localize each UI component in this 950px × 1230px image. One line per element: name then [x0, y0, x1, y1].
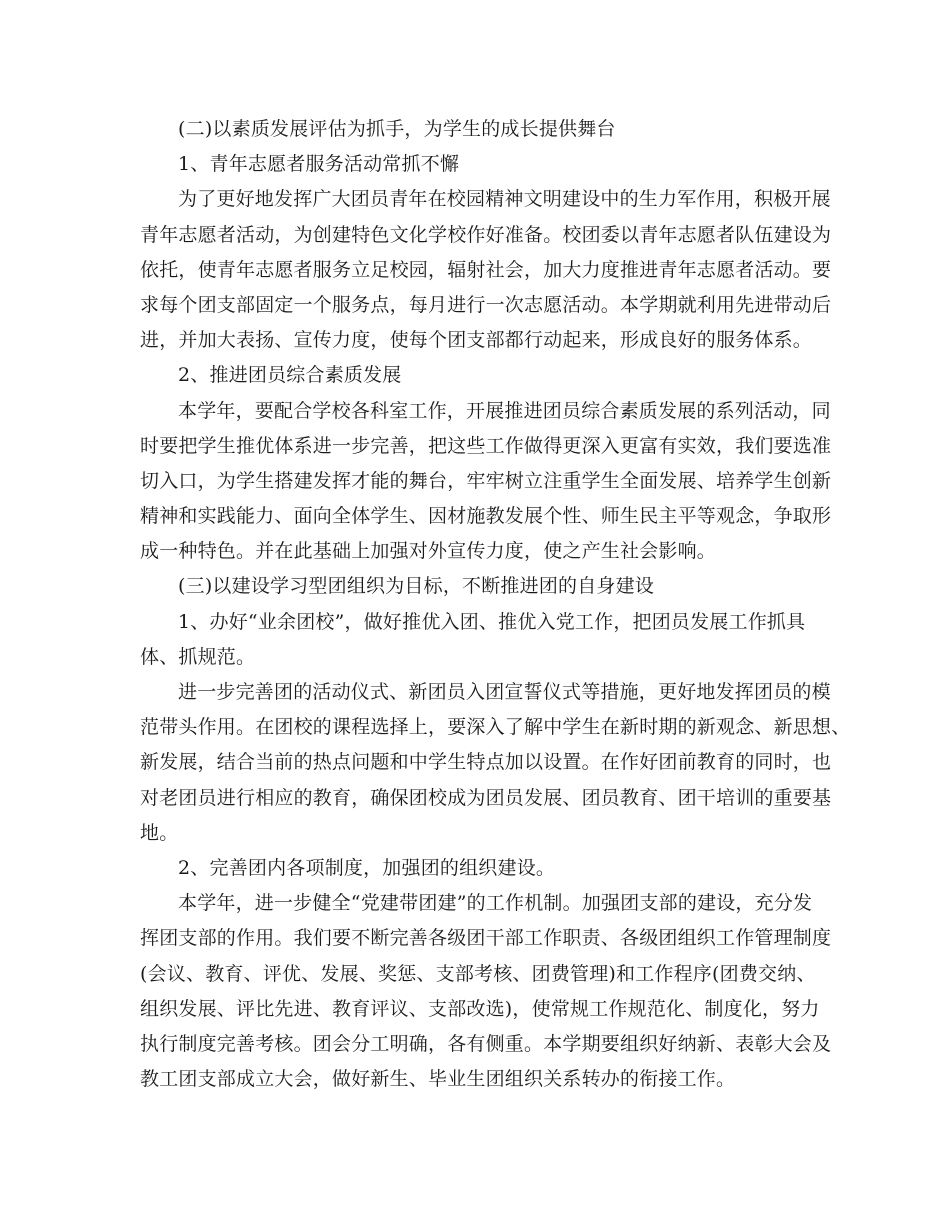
- text-line: 范带头作用。在团校的课程选择上，要深入了解中学生在新时期的新观念、新思想、: [140, 716, 851, 739]
- text-line: 地。: [140, 821, 179, 844]
- text-line: 挥团支部的作用。我们要不断完善各级团干部工作职责、各级团组织工作管理制度: [140, 927, 832, 950]
- text-line: 青年志愿者活动，为创建特色文化学校作好准备。校团委以青年志愿者队伍建设为: [140, 223, 832, 246]
- text-line: 2、推进团员综合素质发展: [178, 364, 402, 387]
- text-line: (二)以素质发展评估为抓手，为学生的成长提供舞台: [178, 118, 616, 140]
- text-line: 执行制度完善考核。团会分工明确，各有侧重。本学期要组织好纳新、表彰大会及: [140, 1032, 832, 1055]
- text-line: 为了更好地发挥广大团员青年在校园精神文明建设中的生力军作用，积极开展: [178, 188, 831, 211]
- text-line: 体、抓规范。: [140, 645, 256, 668]
- text-line: 2、完善团内各项制度，加强团的组织建设。: [178, 856, 556, 879]
- text-line: 本学年，要配合学校各科室工作，开展推进团员综合素质发展的系列活动，同: [178, 399, 831, 422]
- text-line: 成一种特色。并在此基础上加强对外宣传力度，使之产生社会影响。: [140, 540, 717, 563]
- text-line: 本学年，进一步健全“党建带团建”的工作机制。加强团支部的建设，充分发: [178, 892, 813, 915]
- text-line: 精神和实践能力、面向全体学生、因材施教发展个性、师生民主平等观念，争取形: [140, 505, 832, 528]
- text-line: 切入口，为学生搭建发挥才能的舞台，牢牢树立注重学生全面发展、培养学生创新: [140, 469, 832, 492]
- text-line: 教工团支部成立大会，做好新生、毕业生团组织关系转办的衔接工作。: [140, 1068, 736, 1091]
- document-page: [140, 112, 851, 1097]
- text-line: 依托，使青年志愿者服务立足校园，辐射社会，加大力度推进青年志愿者活动。要: [140, 258, 832, 281]
- text-line: 对老团员进行相应的教育，确保团校成为团员发展、团员教育、团干培训的重要基: [140, 786, 832, 809]
- text-line: 求每个团支部固定一个服务点，每月进行一次志愿活动。本学期就利用先进带动后: [140, 293, 832, 316]
- text-line: 1、青年志愿者服务活动常抓不懈: [178, 153, 460, 176]
- text-line: 新发展，结合当前的热点问题和中学生特点加以设置。在作好团前教育的同时，也: [140, 751, 832, 774]
- text-line: (三)以建设学习型团组织为目标，不断推进团的自身建设: [178, 575, 655, 598]
- text-line: 时要把学生推优体系进一步完善，把这些工作做得更深入更富有实效，我们要选准: [140, 434, 832, 457]
- text-line: (会议、教育、评优、发展、奖惩、支部考核、团费管理)和工作程序(团费交纳、: [140, 962, 816, 985]
- text-line: 1、办好“业余团校”，做好推优入团、推优入党工作，把团员发展工作抓具: [178, 610, 806, 633]
- text-line: 进，并加大表扬、宣传力度，使每个团支部都行动起来，形成良好的服务体系。: [140, 329, 813, 352]
- text-line: 组织发展、评比先进、教育评议、支部改选)，使常规工作规范化、制度化，努力: [140, 997, 820, 1020]
- text-line: 进一步完善团的活动仪式、新团员入团宣誓仪式等措施，更好地发挥团员的模: [178, 681, 831, 703]
